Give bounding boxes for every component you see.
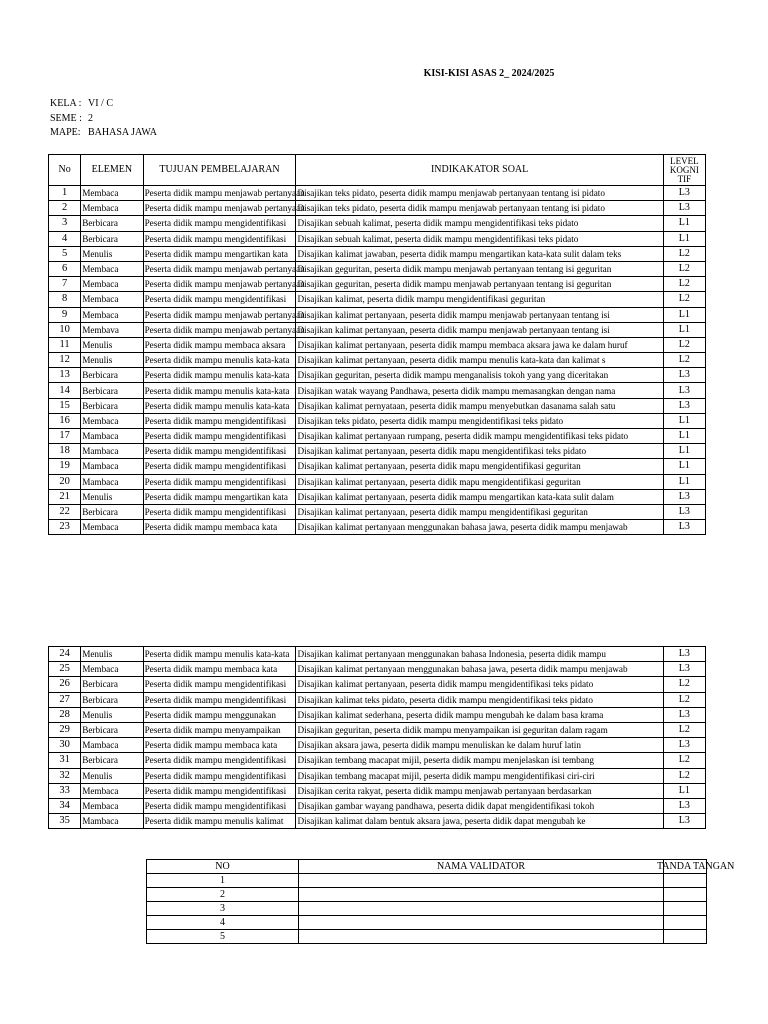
cell-indikator: Disajikan cerita rakyat, peserta didik mampu menjawab pertanyaan berdasarkan — [296, 783, 663, 798]
cell-elemen: Berbicara — [81, 504, 143, 519]
cell-tujuan: Peserta didik mampu mengidentifikasi — [143, 413, 296, 428]
table-row — [49, 261, 706, 276]
cell-level: L1 — [663, 413, 705, 428]
validator-row — [147, 916, 707, 930]
cell-elemen: Membaca — [81, 520, 143, 535]
cell-level: L3 — [663, 186, 705, 201]
cell-level: L2 — [663, 768, 705, 783]
cell-no: 11 — [49, 337, 81, 352]
cell-tujuan: Peserta didik mampu menulis kata-kata — [143, 398, 296, 413]
cell-elemen: Membaca — [81, 662, 143, 677]
table-row — [49, 504, 706, 519]
table-row — [49, 738, 706, 753]
validator-cell-nama — [299, 916, 664, 930]
cell-elemen: Membaca — [81, 413, 143, 428]
cell-tujuan: Peserta didik mampu mengidentifikasi — [143, 798, 296, 813]
table-row — [49, 383, 706, 398]
cell-level: L1 — [663, 429, 705, 444]
cell-elemen: Membaca — [81, 261, 143, 276]
cell-no: 6 — [49, 261, 81, 276]
cell-level: L2 — [663, 353, 705, 368]
table-row — [49, 692, 706, 707]
cell-level: L3 — [663, 398, 705, 413]
meta-key: KELA : — [50, 98, 82, 109]
table-row — [49, 444, 706, 459]
cell-indikator: Disajikan kalimat pertanyaan, peserta didik mapu mengidentifikasi geguritan — [296, 474, 663, 489]
cell-no: 21 — [49, 489, 81, 504]
document-title: KISI-KISI ASAS 2_ 2024/2025 — [423, 68, 555, 79]
cell-indikator: Disajikan geguritan, peserta didik mampu menjawab pertanyaan tentang isi geguritan — [296, 261, 663, 276]
cell-elemen: Menulis — [81, 707, 143, 722]
cell-indikator: Disajikan kalimat pertanyaan, peserta didik mampu membaca aksara jawa ke dalam huruf — [296, 337, 663, 352]
validator-row — [147, 930, 707, 944]
cell-level: L1 — [663, 231, 705, 246]
cell-tujuan: Peserta didik mampu mengidentifikasi — [143, 459, 296, 474]
table-row — [49, 353, 706, 368]
cell-indikator: Disajikan kalimat pertanyaan rumpang, peserta didik mampu mengidentifikasi teks pidato — [296, 429, 663, 444]
cell-elemen: Menulis — [81, 353, 143, 368]
cell-elemen: Berbicara — [81, 231, 143, 246]
cell-level: L1 — [663, 783, 705, 798]
meta-value: 2 — [88, 112, 93, 124]
cell-indikator: Disajikan kalimat pertanyaan, peserta didik mampu menulis kata-kata dan kalimat s — [296, 353, 663, 368]
table-row — [49, 677, 706, 692]
table-row — [49, 707, 706, 722]
table-row — [49, 216, 706, 231]
cell-elemen: Mambaca — [81, 814, 143, 829]
cell-no: 23 — [49, 520, 81, 535]
table-row — [49, 231, 706, 246]
cell-indikator: Disajikan kalimat teks pidato, peserta didik mampu mengidentifikasi teks pidato — [296, 692, 663, 707]
cell-tujuan: Peserta didik mampu mengidentifikasi — [143, 231, 296, 246]
cell-indikator: Disajikan geguritan, peserta didik mampu menganalisis tokoh yang yang diceritakan — [296, 368, 663, 383]
cell-no: 14 — [49, 383, 81, 398]
cell-tujuan: Peserta didik mampu membaca kata — [143, 520, 296, 535]
cell-level: L3 — [663, 504, 705, 519]
validator-cell-tanda-tangan — [664, 874, 707, 888]
validator-cell-no: 1 — [147, 874, 299, 888]
validator-cell-no: 3 — [147, 902, 299, 916]
cell-level: L3 — [663, 798, 705, 813]
cell-level: L1 — [663, 474, 705, 489]
validator-cell-nama — [299, 930, 664, 944]
cell-indikator: Disajikan kalimat pertanyaan, peserta didik mampu menjawab pertanyaan tentang isi — [296, 307, 663, 322]
validator-cell-nama — [299, 902, 664, 916]
cell-tujuan: Peserta didik mampu mengidentifikasi — [143, 429, 296, 444]
cell-no: 25 — [49, 662, 81, 677]
cell-elemen: Mambaca — [81, 459, 143, 474]
table-row — [49, 322, 706, 337]
cell-elemen: Membaca — [81, 783, 143, 798]
validator-cell-no: 4 — [147, 916, 299, 930]
cell-level: L3 — [663, 738, 705, 753]
cell-elemen: Berbicara — [81, 383, 143, 398]
table-row — [49, 307, 706, 322]
cell-tujuan: Peserta didik mampu membaca kata — [143, 662, 296, 677]
cell-level: L2 — [663, 677, 705, 692]
meta-key: MAPE: — [50, 127, 81, 138]
table-row — [49, 798, 706, 813]
cell-elemen: Berbicara — [81, 216, 143, 231]
cell-tujuan: Peserta didik mampu mengidentifikasi — [143, 783, 296, 798]
cell-tujuan: Peserta didik mampu menulis kalimat — [143, 814, 296, 829]
cell-tujuan: Peserta didik mampu mengidentifikasi — [143, 216, 296, 231]
cell-no: 24 — [49, 647, 81, 662]
cell-level: L1 — [663, 459, 705, 474]
table-row — [49, 768, 706, 783]
cell-no: 19 — [49, 459, 81, 474]
header-level-kognitif: LEVEL KOGNI TIF — [663, 155, 705, 186]
cell-no: 10 — [49, 322, 81, 337]
meta-row — [50, 112, 157, 127]
cell-elemen: Berbicara — [81, 753, 143, 768]
cell-tujuan: Peserta didik mampu membaca kata — [143, 738, 296, 753]
cell-indikator: Disajikan kalimat pertanyaan, peserta didik mapu mengidentifikasi teks pidato — [296, 444, 663, 459]
cell-level: L1 — [663, 307, 705, 322]
cell-tujuan: Peserta didik mampu menggunakan — [143, 707, 296, 722]
cell-no: 16 — [49, 413, 81, 428]
meta-row — [50, 97, 157, 112]
validator-cell-tanda-tangan — [664, 888, 707, 902]
cell-no: 30 — [49, 738, 81, 753]
table-row — [49, 474, 706, 489]
cell-no: 20 — [49, 474, 81, 489]
cell-tujuan: Peserta didik mampu mengartikan kata — [143, 246, 296, 261]
validator-cell-nama — [299, 874, 664, 888]
cell-tujuan: Peserta didik mampu mengidentifikasi — [143, 692, 296, 707]
cell-no: 12 — [49, 353, 81, 368]
cell-level: L1 — [663, 216, 705, 231]
cell-no: 8 — [49, 292, 81, 307]
cell-indikator: Disajikan kalimat dalam bentuk aksara jawa, peserta didik dapat mengubah ke — [296, 814, 663, 829]
cell-indikator: Disajikan gambar wayang pandhawa, peserta didik dapat mengidentifikasi tokoh — [296, 798, 663, 813]
cell-indikator: Disajikan kalimat pertanyaan, peserta didik mampu mengidentifikasi teks pidato — [296, 677, 663, 692]
validator-cell-nama — [299, 888, 664, 902]
cell-no: 22 — [49, 504, 81, 519]
table-row — [49, 398, 706, 413]
cell-indikator: Disajikan teks pidato, peserta didik mampu menjawab pertanyaan tentang isi pidato — [296, 186, 663, 201]
table-row — [49, 520, 706, 535]
cell-indikator: Disajikan kalimat pertanyaan menggunakan bahasa Indonesia, peserta didik mampu — [296, 647, 663, 662]
cell-elemen: Menulis — [81, 768, 143, 783]
cell-elemen: Mambaca — [81, 474, 143, 489]
cell-tujuan: Peserta didik mampu menjawab pertanyaan — [143, 277, 296, 292]
table-row — [49, 722, 706, 737]
cell-elemen: Berbicara — [81, 677, 143, 692]
meta-value: VI / C — [88, 98, 113, 109]
cell-elemen: Mambaca — [81, 738, 143, 753]
cell-no: 5 — [49, 246, 81, 261]
header-elemen: ELEMEN — [81, 155, 143, 186]
validator-cell-tanda-tangan — [664, 902, 707, 916]
cell-indikator: Disajikan sebuah kalimat, peserta didik mampu mengidentifikasi teks pidato — [296, 216, 663, 231]
cell-no: 34 — [49, 798, 81, 813]
cell-indikator: Disajikan kalimat pertanyaan, peserta didik mampu menjawab pertanyaan tentang isi — [296, 322, 663, 337]
cell-elemen: Berbicara — [81, 722, 143, 737]
cell-level: L2 — [663, 246, 705, 261]
cell-no: 13 — [49, 368, 81, 383]
cell-no: 31 — [49, 753, 81, 768]
validator-header-no: NO — [147, 860, 299, 874]
cell-indikator: Disajikan tembang macapat mijil, peserta didik mampu mengidentifikasi ciri-ciri — [296, 768, 663, 783]
cell-level: L3 — [663, 201, 705, 216]
meta-key: SEME : — [50, 112, 82, 124]
cell-elemen: Menulis — [81, 647, 143, 662]
validator-row — [147, 902, 707, 916]
cell-level: L2 — [663, 692, 705, 707]
cell-elemen: Membaca — [81, 798, 143, 813]
cell-elemen: Membaca — [81, 292, 143, 307]
table-row — [49, 459, 706, 474]
cell-indikator: Disajikan kalimat sederhana, peserta didik mampu mengubah ke dalam basa krama — [296, 707, 663, 722]
cell-tujuan: Peserta didik mampu menjawab pertanyaan — [143, 201, 296, 216]
cell-elemen: Menulis — [81, 337, 143, 352]
table-row — [49, 814, 706, 829]
cell-no: 7 — [49, 277, 81, 292]
cell-level: L1 — [663, 444, 705, 459]
cell-no: 15 — [49, 398, 81, 413]
validator-row — [147, 874, 707, 888]
cell-no: 18 — [49, 444, 81, 459]
table-row — [49, 429, 706, 444]
table-row — [49, 489, 706, 504]
cell-no: 27 — [49, 692, 81, 707]
cell-elemen: Berbicara — [81, 398, 143, 413]
validator-cell-tanda-tangan — [664, 930, 707, 944]
meta-row — [50, 126, 157, 141]
cell-no: 17 — [49, 429, 81, 444]
cell-no: 26 — [49, 677, 81, 692]
cell-level: L2 — [663, 277, 705, 292]
cell-level: L3 — [663, 647, 705, 662]
cell-indikator: Disajikan geguritan, peserta didik mampu menjawab pertanyaan tentang isi geguritan — [296, 277, 663, 292]
cell-no: 3 — [49, 216, 81, 231]
cell-elemen: Membava — [81, 322, 143, 337]
cell-indikator: Disajikan kalimat pertanyaan, peserta didik mampu mengidentifikasi geguritan — [296, 504, 663, 519]
cell-tujuan: Peserta didik mampu mengidentifikasi — [143, 444, 296, 459]
cell-level: L3 — [663, 383, 705, 398]
cell-elemen: Mambaca — [81, 429, 143, 444]
cell-level: L2 — [663, 722, 705, 737]
cell-indikator: Disajikan watak wayang Pandhawa, peserta didik mampu memasangkan dengan nama — [296, 383, 663, 398]
cell-tujuan: Peserta didik mampu menulis kata-kata — [143, 353, 296, 368]
cell-tujuan: Peserta didik mampu menjawab pertanyaan — [143, 307, 296, 322]
cell-level: L3 — [663, 814, 705, 829]
table-row — [49, 201, 706, 216]
table-row — [49, 413, 706, 428]
cell-level: L1 — [663, 322, 705, 337]
cell-tujuan: Peserta didik mampu menulis kata-kata — [143, 368, 296, 383]
cell-level: L3 — [663, 489, 705, 504]
cell-indikator: Disajikan aksara jawa, peserta didik mampu menuliskan ke dalam huruf latin — [296, 738, 663, 753]
cell-elemen: Berbicara — [81, 692, 143, 707]
cell-no: 1 — [49, 186, 81, 201]
table-row — [49, 662, 706, 677]
cell-indikator: Disajikan kalimat pernyataan, peserta didik mampu menyebutkan dasanama salah satu — [296, 398, 663, 413]
cell-no: 33 — [49, 783, 81, 798]
cell-level: L2 — [663, 753, 705, 768]
cell-tujuan: Peserta didik mampu mengidentifikasi — [143, 768, 296, 783]
document-meta — [50, 97, 157, 141]
cell-no: 32 — [49, 768, 81, 783]
table-row — [49, 292, 706, 307]
cell-tujuan: Peserta didik mampu mengidentifikasi — [143, 292, 296, 307]
validator-cell-no: 5 — [147, 930, 299, 944]
cell-indikator: Disajikan teks pidato, peserta didik mampu mengidentifikasi teks pidato — [296, 413, 663, 428]
cell-level: L2 — [663, 261, 705, 276]
cell-no: 35 — [49, 814, 81, 829]
table-row — [49, 337, 706, 352]
table-row — [49, 783, 706, 798]
cell-no: 9 — [49, 307, 81, 322]
cell-elemen: Berbicara — [81, 368, 143, 383]
cell-tujuan: Peserta didik mampu menjawab pertanyaan — [143, 261, 296, 276]
cell-tujuan: Peserta didik mampu mengidentifikasi — [143, 504, 296, 519]
cell-no: 28 — [49, 707, 81, 722]
cell-indikator: Disajikan kalimat pertanyaan, peserta didik mampu mengartikan kata-kata sulit dalam — [296, 489, 663, 504]
cell-indikator: Disajikan teks pidato, peserta didik mampu menjawab pertanyaan tentang isi pidato — [296, 201, 663, 216]
table-row — [49, 647, 706, 662]
cell-level: L3 — [663, 707, 705, 722]
cell-elemen: Membaca — [81, 186, 143, 201]
validator-header-nama: NAMA VALIDATOR — [299, 860, 664, 874]
kisi-kisi-table-page-2 — [48, 646, 706, 829]
table-row — [49, 368, 706, 383]
validator-cell-no: 2 — [147, 888, 299, 902]
meta-value: BAHASA JAWA — [88, 127, 157, 138]
table-row — [49, 277, 706, 292]
cell-no: 4 — [49, 231, 81, 246]
validator-header-tanda-tangan: TANDA TANGAN — [657, 860, 735, 872]
cell-tujuan: Peserta didik mampu menulis kata-kata — [143, 383, 296, 398]
cell-indikator: Disajikan kalimat pertanyaan, peserta didik mapu mengidentifikasi geguritan — [296, 459, 663, 474]
cell-no: 29 — [49, 722, 81, 737]
table-row — [49, 246, 706, 261]
header-tujuan: TUJUAN PEMBELAJARAN — [143, 155, 296, 186]
cell-level: L2 — [663, 337, 705, 352]
header-no: No — [49, 155, 81, 186]
cell-level: L3 — [663, 368, 705, 383]
cell-indikator: Disajikan tembang macapat mijil, peserta didik mampu menjelaskan isi tembang — [296, 753, 663, 768]
cell-elemen: Menulis — [81, 246, 143, 261]
cell-tujuan: Peserta didik mampu membaca aksara — [143, 337, 296, 352]
cell-indikator: Disajikan geguritan, peserta didik mampu menyampaikan isi geguritan dalam ragam — [296, 722, 663, 737]
cell-elemen: Membaca — [81, 201, 143, 216]
cell-indikator: Disajikan kalimat, peserta didik mampu mengidentifikasi geguritan — [296, 292, 663, 307]
table-row — [49, 186, 706, 201]
table-row — [49, 753, 706, 768]
cell-tujuan: Peserta didik mampu mengidentifikasi — [143, 677, 296, 692]
validator-row — [147, 888, 707, 902]
cell-elemen: Mambaca — [81, 444, 143, 459]
cell-tujuan: Peserta didik mampu menjawab pertanyaan — [143, 186, 296, 201]
cell-no: 2 — [49, 201, 81, 216]
cell-level: L3 — [663, 662, 705, 677]
validator-cell-tanda-tangan — [664, 916, 707, 930]
cell-level: L2 — [663, 292, 705, 307]
cell-elemen: Membaca — [81, 277, 143, 292]
cell-tujuan: Peserta didik mampu mengidentifikasi — [143, 753, 296, 768]
header-indikator: INDIKAKATOR SOAL — [296, 155, 663, 186]
cell-indikator: Disajikan kalimat pertanyaan menggunakan bahasa jawa, peserta didik mampu menjawab — [296, 662, 663, 677]
cell-tujuan: Peserta didik mampu menulis kata-kata — [143, 647, 296, 662]
cell-indikator: Disajikan kalimat pertanyaan menggunakan bahasa jawa, peserta didik mampu menjawab — [296, 520, 663, 535]
cell-level: L3 — [663, 520, 705, 535]
cell-indikator: Disajikan kalimat jawaban, peserta didik mampu mengartikan kata-kata sulit dalam teks — [296, 246, 663, 261]
cell-tujuan: Peserta didik mampu mengartikan kata — [143, 489, 296, 504]
kisi-kisi-table-page-1 — [48, 154, 706, 535]
cell-tujuan: Peserta didik mampu mengidentifikasi — [143, 474, 296, 489]
validator-table — [146, 859, 735, 944]
cell-tujuan: Peserta didik mampu menjawab pertanyaan — [143, 322, 296, 337]
cell-indikator: Disajikan sebuah kalimat, peserta didik mampu mengidentifikasi teks pidato — [296, 231, 663, 246]
cell-elemen: Membaca — [81, 307, 143, 322]
cell-tujuan: Peserta didik mampu menyampaikan — [143, 722, 296, 737]
cell-elemen: Menulis — [81, 489, 143, 504]
